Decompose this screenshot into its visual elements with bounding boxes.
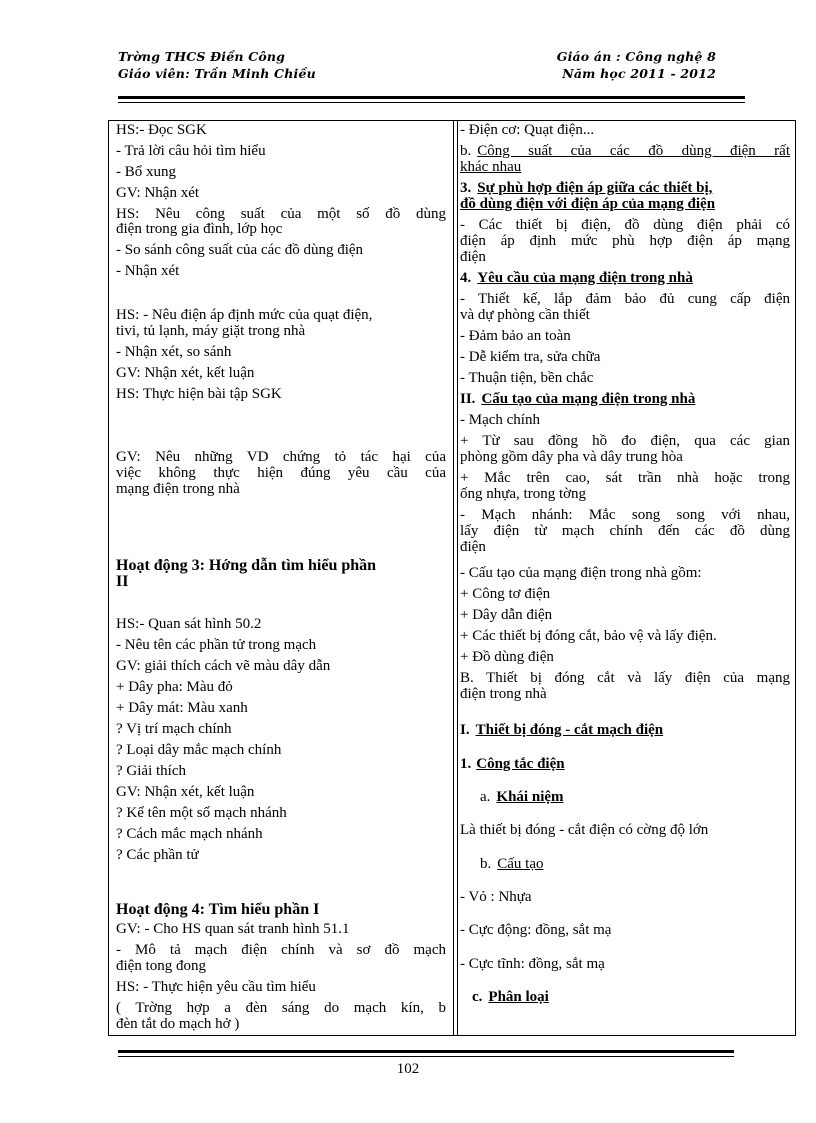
left-line: ? Kể tên một số mạch nhánh xyxy=(116,805,287,821)
right-line: - Dễ kiểm tra, sửa chữa xyxy=(460,349,601,365)
label-c: c. xyxy=(472,989,483,1005)
left-line: GV: giải thích cách vẽ màu dây dẫn xyxy=(116,658,331,674)
left-line: - Nhận xét xyxy=(116,263,180,279)
section-3-heading-cont: đồ dùng điện với điện áp của mạng điện xyxy=(460,196,716,212)
left-line: ? Vị trí mạch chính xyxy=(116,721,232,737)
school-year: Năm học 2011 - 2012 xyxy=(562,66,716,81)
left-line: - Bổ xung xyxy=(116,164,176,180)
right-line: ống nhựa, trong tờng xyxy=(460,486,587,502)
left-line: GV: Nhận xét, kết luận xyxy=(116,784,255,800)
section-I-line xyxy=(460,723,790,738)
right-line: + Từ sau đồng hồ đo điện, qua các gian xyxy=(460,433,790,449)
left-line: + Dây mát: Màu xanh xyxy=(116,700,248,716)
right-line: - Các thiết bị điện, đồ dùng điện phải có xyxy=(460,217,790,233)
label-b: b. xyxy=(460,143,472,159)
left-line: HS: - Nêu điện áp định mức của quạt điện, xyxy=(116,307,373,323)
section-3-line xyxy=(460,181,790,196)
section-II-line xyxy=(460,392,790,407)
page-number: 102 xyxy=(396,1061,420,1077)
left-line: tivi, tủ lạnh, máy giặt trong nhà xyxy=(116,323,306,339)
label-b2: b. xyxy=(480,856,492,872)
right-line: + Mắc trên cao, sát trần nhà hoặc trong xyxy=(460,470,790,486)
school-name: Trờng THCS Điền Công xyxy=(118,49,286,64)
left-line: điện trong gia đình, lớp học xyxy=(116,221,283,237)
right-line: điện áp định mức phù hợp điện áp mạng xyxy=(460,233,790,249)
section-4-heading: Yêu cầu của mạng điện trong nhà xyxy=(477,270,693,286)
section-b-line xyxy=(460,144,790,159)
left-line: việc không thực hiện đúng yêu cầu của xyxy=(116,465,446,481)
left-line: đèn tắt do mạch hở ) xyxy=(116,1016,240,1032)
right-line: Công suất của các đồ dùng điện rất xyxy=(477,143,790,159)
left-line: ( Trờng hợp a đèn sáng do mạch kín, b xyxy=(116,1000,446,1016)
left-line: GV: Nhận xét xyxy=(116,185,200,201)
label-4: 4. xyxy=(460,270,472,286)
subsection-a-heading: Khái niệm xyxy=(496,789,564,805)
right-line: điện trong nhà xyxy=(460,686,547,702)
label-I: I. xyxy=(460,722,470,738)
right-line: - Thuận tiện, bền chắc xyxy=(460,370,594,386)
right-line: - Cấu tạo của mạng điện trong nhà gồm: xyxy=(460,565,702,581)
footer-rule-thick xyxy=(118,1050,734,1053)
header-rule-thick xyxy=(118,96,745,99)
right-line: phòng gồm dây pha và dây trung hòa xyxy=(460,449,683,465)
left-line: - Nêu tên các phần tử trong mạch xyxy=(116,637,317,653)
footer-rule-thin xyxy=(118,1056,734,1057)
subsection-b-line xyxy=(480,857,790,872)
left-line: HS: Nêu công suất của một số đồ dùng xyxy=(116,206,446,222)
label-II: II. xyxy=(460,391,476,407)
left-line: - Nhận xét, so sánh xyxy=(116,344,232,360)
right-line: + Đồ dùng điện xyxy=(460,649,554,665)
left-line: ? Các phần tử xyxy=(116,847,199,863)
activity-3-heading: Hoạt động 3: Hớng dẫn tìm hiểu phần xyxy=(116,557,377,574)
activity-4-heading: Hoạt động 4: Tìm hiểu phần I xyxy=(116,901,320,918)
right-line: - Mạch nhánh: Mắc song song với nhau, xyxy=(460,507,790,523)
lesson-title: Giáo án : Công nghệ 8 xyxy=(556,49,716,64)
teacher-name: Giáo viên: Trần Minh Chiều xyxy=(118,66,316,81)
left-line: HS: - Thực hiện yêu cầu tìm hiểu xyxy=(116,979,316,995)
left-line: HS:- Quan sát hình 50.2 xyxy=(116,616,262,632)
right-line: - Đảm bảo an toàn xyxy=(460,328,571,344)
right-line: và dự phòng cần thiết xyxy=(460,307,590,323)
left-line: GV: Nêu những VD chứng tỏ tác hại của xyxy=(116,449,446,465)
section-1-heading: Công tắc điện xyxy=(476,756,565,772)
left-line: GV: - Cho HS quan sát tranh hình 51.1 xyxy=(116,921,350,937)
section-1-line xyxy=(460,757,790,772)
header-right xyxy=(557,48,716,82)
right-line: - Cực động: đồng, sắt mạ xyxy=(460,922,612,938)
lesson-table xyxy=(108,120,796,1036)
left-line: ? Loại dây mắc mạch chính xyxy=(116,742,282,758)
column-divider xyxy=(453,121,458,1035)
section-I-heading: Thiết bị đóng - cắt mạch điện xyxy=(475,722,664,738)
left-line: + Dây pha: Màu đỏ xyxy=(116,679,233,695)
right-line: khác nhau xyxy=(460,159,522,175)
right-line: Là thiết bị đóng - cắt điện có cờng độ lớn xyxy=(460,822,709,838)
right-line: + Dây dẫn điện xyxy=(460,607,553,623)
right-line: + Công tơ điện xyxy=(460,586,551,602)
subsection-c-line xyxy=(472,990,790,1005)
left-line: HS: Thực hiện bài tập SGK xyxy=(116,386,282,402)
label-1: 1. xyxy=(460,756,472,772)
right-line: lấy điện từ mạch chính đến các đồ dùng xyxy=(460,523,790,539)
right-line: - Vỏ : Nhựa xyxy=(460,889,532,905)
left-line: ? Cách mắc mạch nhánh xyxy=(116,826,263,842)
right-line: - Cực tĩnh: đồng, sắt mạ xyxy=(460,956,605,972)
right-line: điện xyxy=(460,539,486,555)
right-line: + Các thiết bị đóng cắt, bảo vệ và lấy điện. xyxy=(460,628,717,644)
left-line: mạng điện trong nhà xyxy=(116,481,240,497)
right-line: - Điện cơ: Quạt điện... xyxy=(460,122,595,138)
section-3-heading: Sự phù hợp điện áp giữa các thiết bị, xyxy=(477,180,713,196)
subsection-a-line xyxy=(480,790,790,805)
left-line: - Trả lời câu hỏi tìm hiểu xyxy=(116,143,266,159)
subsection-c-heading: Phân loại xyxy=(488,989,549,1005)
left-line: - Mô tả mạch điện chính và sơ đồ mạch xyxy=(116,942,446,958)
header-left xyxy=(118,48,316,82)
activity-3-heading-cont: II xyxy=(116,573,129,590)
right-line: điện xyxy=(460,249,486,265)
subsection-b-heading: Cấu tạo xyxy=(497,856,544,872)
header-rule-thin xyxy=(118,102,745,103)
label-3: 3. xyxy=(460,180,472,196)
section-II-heading: Cấu tạo của mạng điện trong nhà xyxy=(481,391,696,407)
left-line: HS:- Đọc SGK xyxy=(116,122,207,138)
left-line: GV: Nhận xét, kết luận xyxy=(116,365,255,381)
section-4-line xyxy=(460,271,790,286)
left-line: - So sánh công suất của các đồ dùng điện xyxy=(116,242,364,258)
right-line: - Mạch chính xyxy=(460,412,540,428)
right-line: B. Thiết bị đóng cắt và lấy điện của mạng xyxy=(460,670,790,686)
right-line: - Thiết kế, lắp đảm bảo đủ cung cấp điện xyxy=(460,291,790,307)
left-line: điện tong đong xyxy=(116,958,206,974)
left-line: ? Giải thích xyxy=(116,763,186,779)
label-a: a. xyxy=(480,789,491,805)
